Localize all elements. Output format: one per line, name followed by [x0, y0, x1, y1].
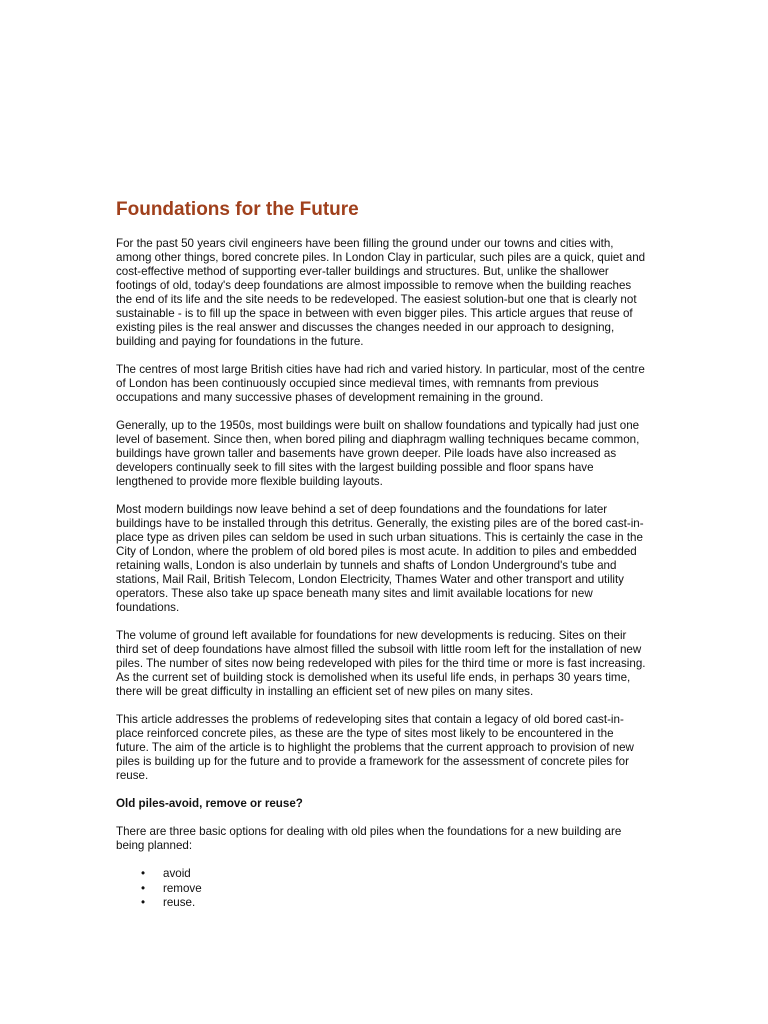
list-item-text: remove — [163, 881, 202, 895]
section-heading: Old piles-avoid, remove or reuse? — [116, 797, 303, 810]
list-item-text: reuse. — [163, 896, 196, 909]
list-item-text: avoid — [163, 867, 191, 880]
options-list — [116, 867, 648, 911]
document-page — [116, 197, 648, 911]
bullet-icon: • — [141, 881, 146, 895]
bullet-icon: • — [141, 867, 146, 880]
paragraph: The centres of most large British cities have had rich and varied history. In particular, most of the centre of London has been continuously occupied since medieval times, with remnants from previous occupations and many successive phases of development remaining in the ground. — [116, 363, 645, 404]
article-title: Foundations for the Future — [116, 199, 359, 220]
list-item — [116, 867, 648, 882]
paragraph: There are three basic options for dealing with old piles when the foundations for a new building are being planned: — [116, 825, 622, 852]
paragraph: For the past 50 years civil engineers have been filling the ground under our towns and cities with, among other things, bored concrete piles. In London Clay in particular, such piles are a quick, quiet and cost-effective method of supporting ever-taller buildings and structures. But, unlike the shallower footings of old, today's deep foundations are almost impossible to remove when the building reaches the end of its life and the site needs to be redeveloped. The easiest solution-but one that is clearly not sustainable - is to fill up the space in between with even bigger piles. This article argues that reuse of existing piles is the real answer and discusses the changes needed in our approach to designing, building and paying for foundations in the future. — [116, 237, 646, 348]
bullet-icon: • — [141, 896, 146, 909]
paragraph: Most modern buildings now leave behind a set of deep foundations and the foundations for later buildings have to be installed through this detritus. Generally, the existing piles are of the bored cast-in-place type as driven piles can seldom be used in such urban situations. This is certainly the case in the City of London, where the problem of old bored piles is most acute. In addition to piles and embedded retaining walls, London is also underlain by tunnels and shafts of London Underground's tube and stations, Mail Rail, British Telecom, London Electricity, Thames Water and other transport and utility operators. These also take up space beneath many sites and limit available locations for new foundations. — [116, 503, 644, 614]
paragraph: This article addresses the problems of redeveloping sites that contain a legacy of old bored cast-in-place reinforced concrete piles, as these are the type of sites most likely to be encountered in the future. The aim of the article is to highlight the problems that the current approach to provision of new piles is building up for the future and to provide a framework for the assessment of concrete piles for reuse. — [116, 713, 634, 782]
list-item — [116, 882, 648, 897]
paragraph: Generally, up to the 1950s, most buildings were built on shallow foundations and typically had just one level of basement. Since then, when bored piling and diaphragm walling techniques became common, buildings have grown taller and basements have grown deeper. Pile loads have also increased as developers continually seek to fill sites with the largest building possible and floor spans have lengthened to provide more flexible building layouts. — [116, 419, 640, 488]
list-item — [116, 896, 648, 911]
paragraph: The volume of ground left available for foundations for new developments is reducing. Sites on their third set of deep foundations have almost filled the subsoil with little room left for the installation of new piles. The number of sites now being redeveloped with piles for the third time or more is fast increasing. As the current set of building stock is demolished when its useful life ends, in perhaps 30 years time, there will be great difficulty in installing an efficient set of new piles on many sites. — [116, 629, 646, 698]
